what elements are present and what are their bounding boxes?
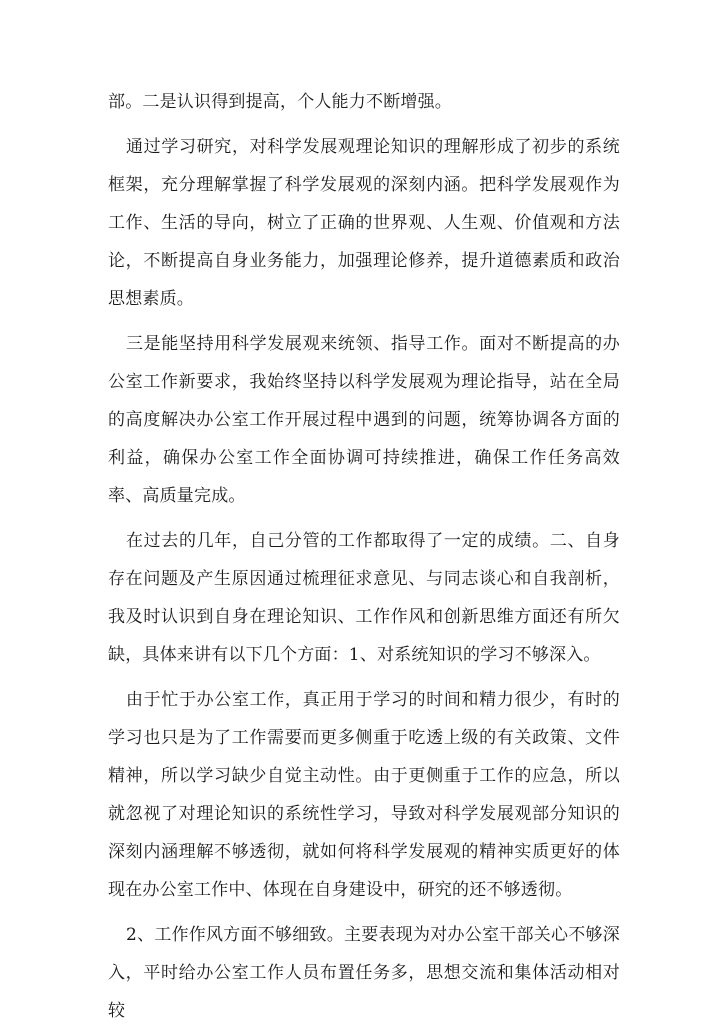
- paragraph-1: 部。二是认识得到提高，个人能力不断增强。: [108, 92, 452, 112]
- paragraph-4: 在过去的几年，自己分管的工作都取得了一定的成绩。二、自身存在问题及产生原因通过梳理征求意见、与同志谈心和自我剖析，我及时认识到自身在理论知识、工作作风和创新思维方面还有所欠缺，具体来讲有以下几个方面：1、对系统知识的学习不够深入。: [108, 531, 620, 665]
- paragraph-3: 三是能坚持用科学发展观来统领、指导工作。面对不断提高的办公室工作新要求，我始终坚持以科学发展观为理论指导，站在全局的高度解决办公室工作开展过程中遇到的问题，统筹协调各方面的利益，确保办公室工作全面协调可持续推进，确保工作任务高效率、高质量完成。: [108, 334, 620, 506]
- paragraph-6: 2、工作作风方面不够细致。主要表现为对办公室干部关心不够深入，平时给办公室工作人员布置任务多，思想交流和集体活动相对较: [108, 925, 620, 1021]
- paragraph-2: 通过学习研究，对科学发展观理论知识的理解形成了初步的系统框架，充分理解掌握了科学发展观的深刻内涵。把科学发展观作为工作、生活的导向，树立了正确的世界观、人生观、价值观和方法论，不断提高自身业务能力，加强理论修养，提升道德素质和政治思想素质。: [108, 137, 620, 309]
- paragraph-5: 由于忙于办公室工作，真正用于学习的时间和精力很少，有时的学习也只是为了工作需要而更多侧重于吃透上级的有关政策、文件精神，所以学习缺少自觉主动性。由于更侧重于工作的应急，所以就忽视了对理论知识的系统性学习，导致对科学发展观部分知识的深刻内涵理解不够透彻，就如何将科学发展观的精神实质更好的体现在办公室工作中、体现在自身建设中，研究的还不够透彻。: [108, 690, 620, 900]
- document-body: [108, 83, 620, 1030]
